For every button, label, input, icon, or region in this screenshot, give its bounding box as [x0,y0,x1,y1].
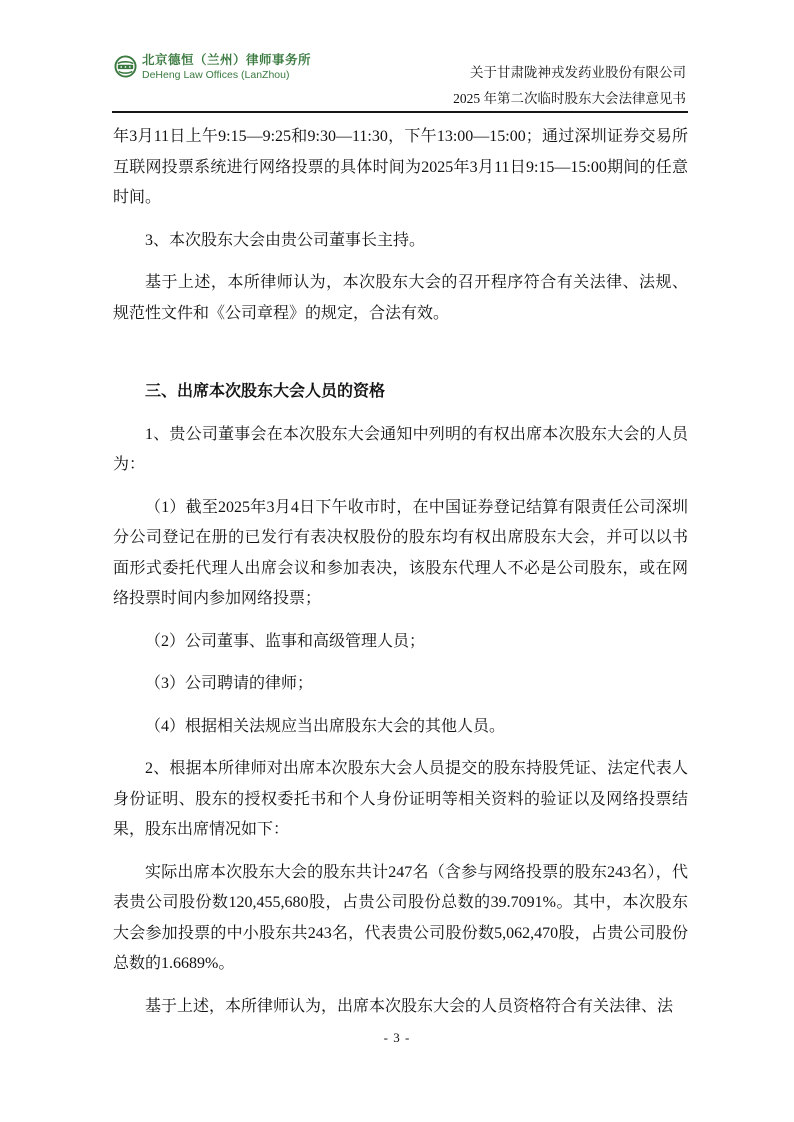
paragraph-conclusion-section3: 基于上述，本所律师认为，出席本次股东大会的人员资格符合有关法律、法 [145,997,674,1015]
paragraph-item-1: 1、贵公司董事会在本次股东大会通知中列明的有权出席本次股东大会的人员为： [113,425,688,473]
deheng-law-emblem-icon [114,55,137,78]
firm-name-english: DeHeng Law Offices (LanZhou) [142,69,290,81]
header-divider [112,111,688,113]
paragraph-item-2: 2、根据本所律师对出席本次股东大会人员提交的股东持股凭证、法定代表人身份证明、股东的授权委托书和个人身份证明等相关资料的验证以及网络投票结果，股东出席情况如下： [113,760,688,838]
firm-logo-block [114,53,311,82]
paragraph-subitem-1: （1）截至2025年3月4日下午收市时，在中国证券登记结算有限责任公司深圳分公司登记在册的已发行有表决权股份的股东均有权出席股东大会，并可以以书面形式委托代理人出席会议和参加表决，该股东代理人不必是公司股东，或在网络投票时间内参加网络投票； [113,498,688,607]
document-title [453,60,686,112]
page-number: - 3 - [383,1030,411,1045]
document-title-line2: 2025 年第二次临时股东大会法律意见书 [453,91,686,106]
paragraph-attendance-stats: 实际出席本次股东大会的股东共计247名（含参与网络投票的股东243名），代表贵公司股份数120,455,680股，占贵公司股份总数的39.7091%。其中，本次股东大会参加投票的中小股东共243名，代表贵公司股份数5,062,470股，占贵公司股份总数的1.6689%。 [113,863,688,972]
document-body [113,122,688,1034]
section-heading-3: 三、出席本次股东大会人员的资格 [145,383,386,400]
firm-names [142,53,311,82]
paragraph-subitem-2: （2）公司董事、监事和高级管理人员； [145,632,426,650]
paragraph-subitem-4: （4）根据相关法规应当出席股东大会的其他人员。 [145,717,506,735]
paragraph-subitem-3: （3）公司聘请的律师； [145,675,314,692]
paragraph-item-3: 3、本次股东大会由贵公司董事长主持。 [145,231,426,249]
paragraph-conclusion-section2: 基于上述，本所律师认为，本次股东大会的召开程序符合有关法律、法规、规范性文件和《公司章程》的规定，合法有效。 [113,274,688,322]
document-title-line1: 关于甘肃陇神戎发药业股份有限公司 [470,65,686,80]
paragraph-continuation: 年3月11日上午9:15—9:25和9:30—11:30，下午13:00—15:00；通过深圳证券交易所互联网投票系统进行网络投票的具体时间为2025年3月11日9:15—15:00期间的任意时间。 [113,128,688,206]
firm-name-chinese: 北京德恒（兰州）律师事务所 [142,53,312,67]
